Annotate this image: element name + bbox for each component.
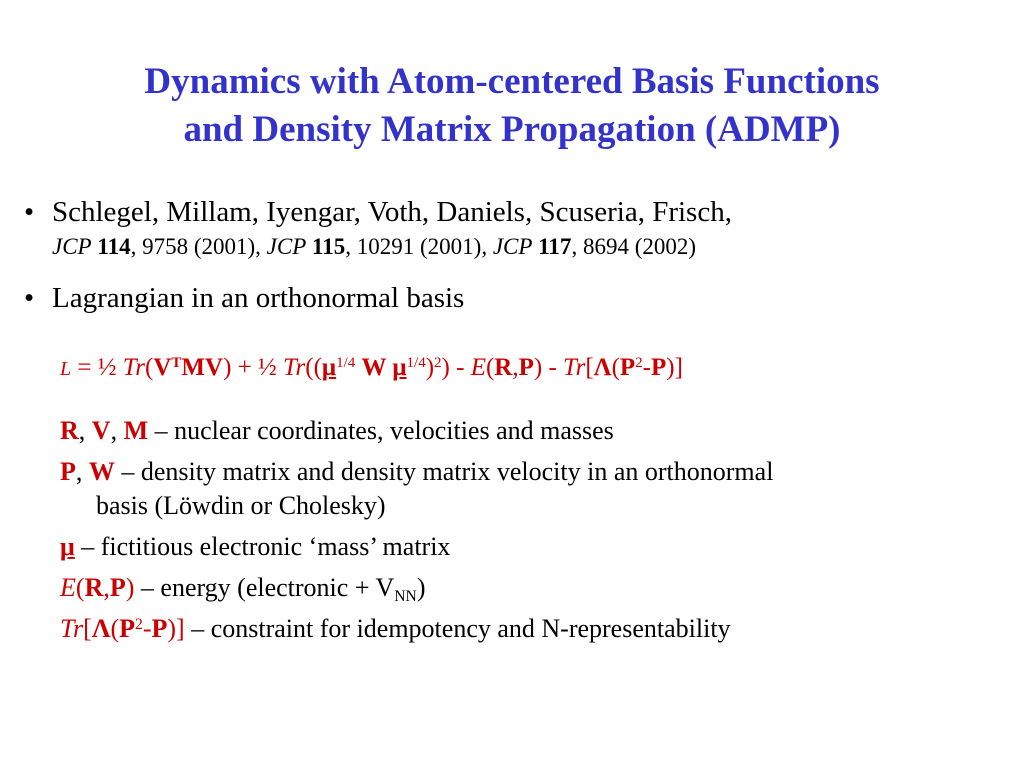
eq-superscript: 2 [635,355,643,371]
eq-symbol: W [355,354,393,381]
def-lambda-symbol: Λ [91,614,111,643]
ref-rest: , 8694 (2002) [571,234,697,259]
eq-part: ) + ½ [223,354,283,381]
def-symbol: R [84,573,104,602]
eq-superscript: 1/4 [406,355,426,371]
definition-nuclear [60,414,1010,448]
eq-part: , [512,354,519,381]
ref-journal: JCP [52,234,92,259]
def-symbol: W [88,457,115,486]
def-superscript: 2 [135,616,143,633]
def-paren: ) [125,573,135,602]
eq-lambda-symbol: Λ [593,354,612,381]
lagrangian-text: Lagrangian in an orthonormal basis [52,282,465,314]
def-description: – density matrix and density matrix velocity in an orthonormal [114,457,774,486]
eq-superscript: 1/4 [336,355,356,371]
ref-journal: JCP [266,234,307,259]
def-sep: , [78,416,92,445]
eq-part: ) - [533,354,564,381]
eq-mu-symbol: μ [321,354,337,381]
slide-title [0,58,1024,154]
authors-text: Schlegel, Millam, Iyengar, Voth, Daniels, Scuseria, Frisch, [52,196,732,228]
eq-trace: Tr [122,354,145,381]
ref-rest: , 10291 (2001), [345,234,493,259]
bullet-lagrangian [20,280,1010,316]
eq-symbol: V [153,354,172,381]
eq-energy: E [470,354,486,381]
ref-volume: 117 [538,234,572,259]
eq-part: (( [305,354,322,381]
def-symbol: P [109,573,126,602]
ref-rest: , 9758 (2001), [130,234,267,259]
eq-trace: Tr [283,354,306,381]
def-symbol: P [60,457,76,486]
def-description: – constraint for idempotency and N-representability [184,614,731,643]
eq-trace: Tr [563,354,586,381]
def-description: – nuclear coordinates, velocities and masses [148,416,614,445]
eq-part: ) [425,354,435,381]
lagrangian-equation [60,352,683,385]
eq-lagrangian-symbol: L [60,358,72,380]
bullet-marker: • [24,282,35,314]
def-trace-symbol: Tr [60,614,84,643]
bullet-list [20,194,1010,316]
eq-symbol: P [651,354,667,381]
eq-mu-symbol: μ [392,354,407,381]
def-sep: , [75,457,89,486]
eq-part: )] [666,354,683,381]
eq-part: ) - [441,354,471,381]
def-continuation: basis (Löwdin or Cholesky) [96,491,386,520]
def-sep: - [142,614,152,643]
title-line-1: Dynamics with Atom-centered Basis Functions [144,61,880,102]
def-description: – fictitious electronic ‘mass’ matrix [74,532,451,561]
def-energy-symbol: E [60,573,76,602]
eq-part: - [642,354,651,381]
eq-superscript: 2 [434,355,442,371]
def-subscript: NN [394,588,417,605]
def-mu-symbol: μ [60,532,75,561]
eq-part: ( [145,354,154,381]
ref-volume: 115 [312,234,346,259]
def-paren: ( [75,573,85,602]
eq-symbol: P [619,354,636,381]
definition-energy [60,571,1010,605]
def-description: – energy (electronic + V [134,573,395,602]
definitions [60,414,1010,653]
eq-symbol: P [518,354,534,381]
eq-part: [ [585,354,594,381]
definition-density [60,455,1010,523]
eq-part: ( [611,354,620,381]
ref-journal: JCP [492,234,533,259]
eq-part: ( [485,354,495,381]
def-symbol: M [123,416,149,445]
def-paren: )] [167,614,185,643]
def-paren: [ [83,614,92,643]
eq-symbol: MV [181,354,224,381]
bullet-marker: • [24,196,35,228]
definition-mass [60,530,1010,564]
eq-symbol: R [494,354,513,381]
def-symbol: V [91,416,111,445]
def-paren: ( [110,614,120,643]
def-sep: , [110,416,124,445]
def-symbol: P [151,614,168,643]
def-sep: , [103,573,110,602]
bullet-authors [20,194,1010,280]
definition-constraint [60,612,1010,646]
ref-volume: 114 [97,234,131,259]
def-symbol: R [60,416,79,445]
eq-part: = ½ [71,354,123,381]
title-line-2: and Density Matrix Propagation (ADMP) [183,109,841,150]
def-symbol: P [119,614,136,643]
def-end: ) [416,573,426,602]
eq-superscript: T [171,355,182,371]
references [52,232,1010,262]
